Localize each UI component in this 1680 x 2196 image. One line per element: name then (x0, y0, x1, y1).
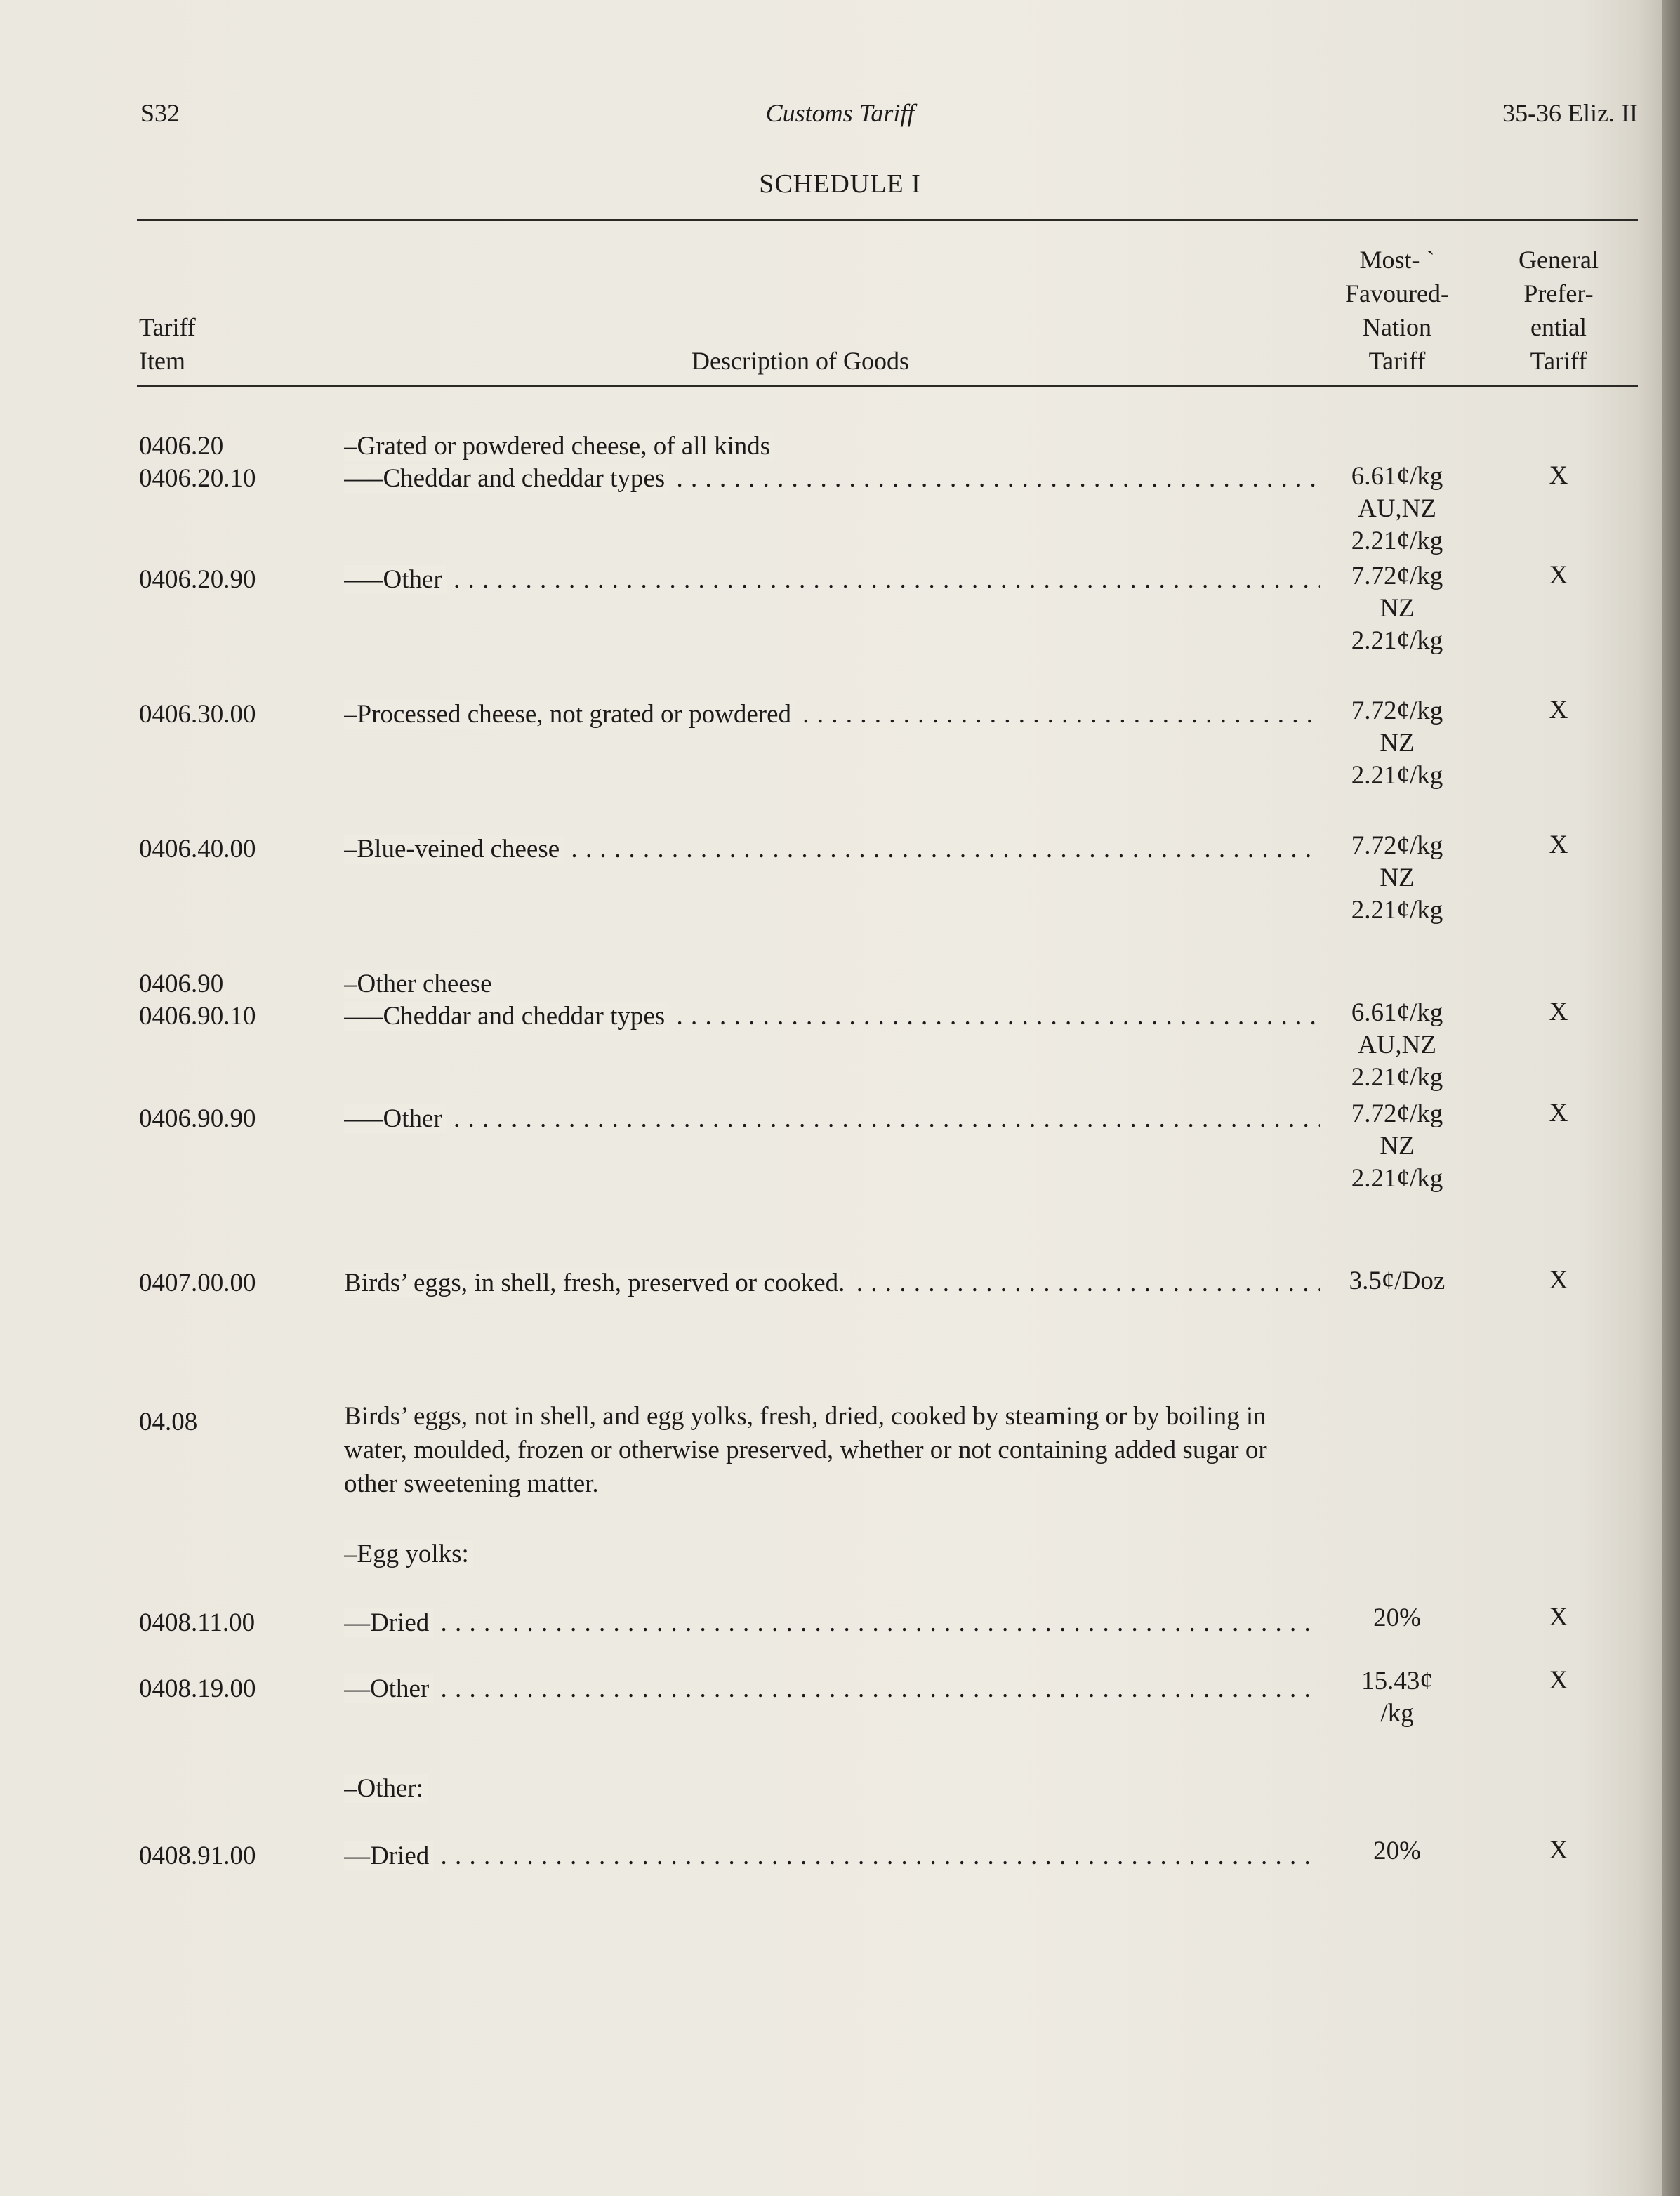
goods-description: ––Other . . . (344, 1674, 1320, 1704)
tariff-item-code: 0408.11.00 (139, 1608, 256, 1637)
goods-subheading: –Egg yolks: (344, 1539, 1320, 1569)
mfn-rate: 6.61¢/kg AU,NZ 2.21¢/kg (1351, 998, 1443, 1092)
tariff-item-code: 0406.90.90 (139, 1104, 256, 1133)
goods-description: –Processed cheese, not grated or powdered . . . (344, 699, 1320, 729)
mfn-rate: 7.72¢/kg NZ 2.21¢/kg (1351, 696, 1443, 790)
mfn-rate: 6.61¢/kg AU,NZ 2.21¢/kg (1351, 462, 1443, 555)
tariff-item-code: 0406.20.10 (139, 464, 256, 493)
gpt-mark: X (1549, 1836, 1568, 1865)
col-head-description: Description of Goods (692, 347, 909, 375)
gpt-mark: X (1549, 696, 1568, 725)
mfn-rate: 20% (1373, 1603, 1421, 1632)
regnal-year: 35-36 Eliz. II (1502, 99, 1638, 127)
tariff-item-code: 0408.19.00 (139, 1674, 256, 1703)
mfn-rate: 20% (1373, 1837, 1421, 1865)
mfn-rate: 7.72¢/kg NZ 2.21¢/kg (1351, 1099, 1443, 1193)
mfn-rate: 3.5¢/Doz (1349, 1266, 1446, 1295)
tariff-item-code: 0406.20.90 (139, 565, 256, 594)
schedule-title: SCHEDULE I (759, 169, 921, 199)
goods-description: –––Cheddar and cheddar types . . . (344, 463, 1320, 494)
tariff-item-code: 0406.20 (139, 432, 224, 461)
goods-description: –Other cheese (344, 969, 1320, 999)
page-number: S32 (140, 99, 180, 127)
table-header-rule (137, 385, 1638, 387)
tariff-item-code: 0408.91.00 (139, 1841, 256, 1870)
tariff-item-code: 0407.00.00 (139, 1269, 256, 1297)
col-head-gpt: General Prefer- ential Tariff (1519, 246, 1599, 375)
running-title: Customs Tariff (765, 99, 915, 127)
goods-description: ––Dried . . . (344, 1608, 1320, 1638)
gpt-mark: X (1549, 1099, 1568, 1127)
tariff-item-code: 0406.30.00 (139, 700, 256, 729)
book-spine-edge (1662, 0, 1680, 2196)
goods-description: –––Other . . . (344, 1104, 1320, 1134)
tariff-item-code: 0406.40.00 (139, 835, 256, 864)
col-head-tariff-item: Tariff Item (139, 313, 196, 375)
mfn-rate: 15.43¢ /kg (1361, 1667, 1433, 1728)
col-head-mfn: Most- ` Favoured- Nation Tariff (1345, 246, 1449, 375)
goods-description: Birds’ eggs, in shell, fresh, preserved or cooked. . . . (344, 1268, 1320, 1298)
goods-description: –Blue-veined cheese . . . (344, 834, 1320, 864)
gpt-mark: X (1549, 1266, 1568, 1295)
gpt-mark: X (1549, 998, 1568, 1026)
tariff-item-code: 04.08 (139, 1408, 198, 1436)
goods-description: –––Other . . . (344, 564, 1320, 595)
gpt-mark: X (1549, 561, 1568, 590)
gpt-mark: X (1549, 1603, 1568, 1632)
goods-subheading: –Other: (344, 1773, 1320, 1804)
gpt-mark: X (1549, 831, 1568, 859)
goods-description: Birds’ eggs, not in shell, and egg yolks, fresh, dried, cooked by steaming or by boiling in water, moulded, frozen or otherwise preserved, whether or not containing added sugar or other sweetening matter. (344, 1402, 1267, 1498)
gpt-mark: X (1549, 461, 1568, 490)
mfn-rate: 7.72¢/kg NZ 2.21¢/kg (1351, 562, 1443, 655)
goods-description: –––Cheddar and cheddar types . . . (344, 1001, 1320, 1031)
tariff-item-code: 0406.90.10 (139, 1002, 256, 1031)
table-top-rule (137, 219, 1638, 221)
gpt-mark: X (1549, 1666, 1568, 1695)
goods-description: ––Dried . . . (344, 1841, 1320, 1871)
goods-description: –Grated or powdered cheese, of all kinds (344, 431, 1320, 461)
mfn-rate: 7.72¢/kg NZ 2.21¢/kg (1351, 831, 1443, 925)
tariff-item-code: 0406.90 (139, 970, 224, 998)
